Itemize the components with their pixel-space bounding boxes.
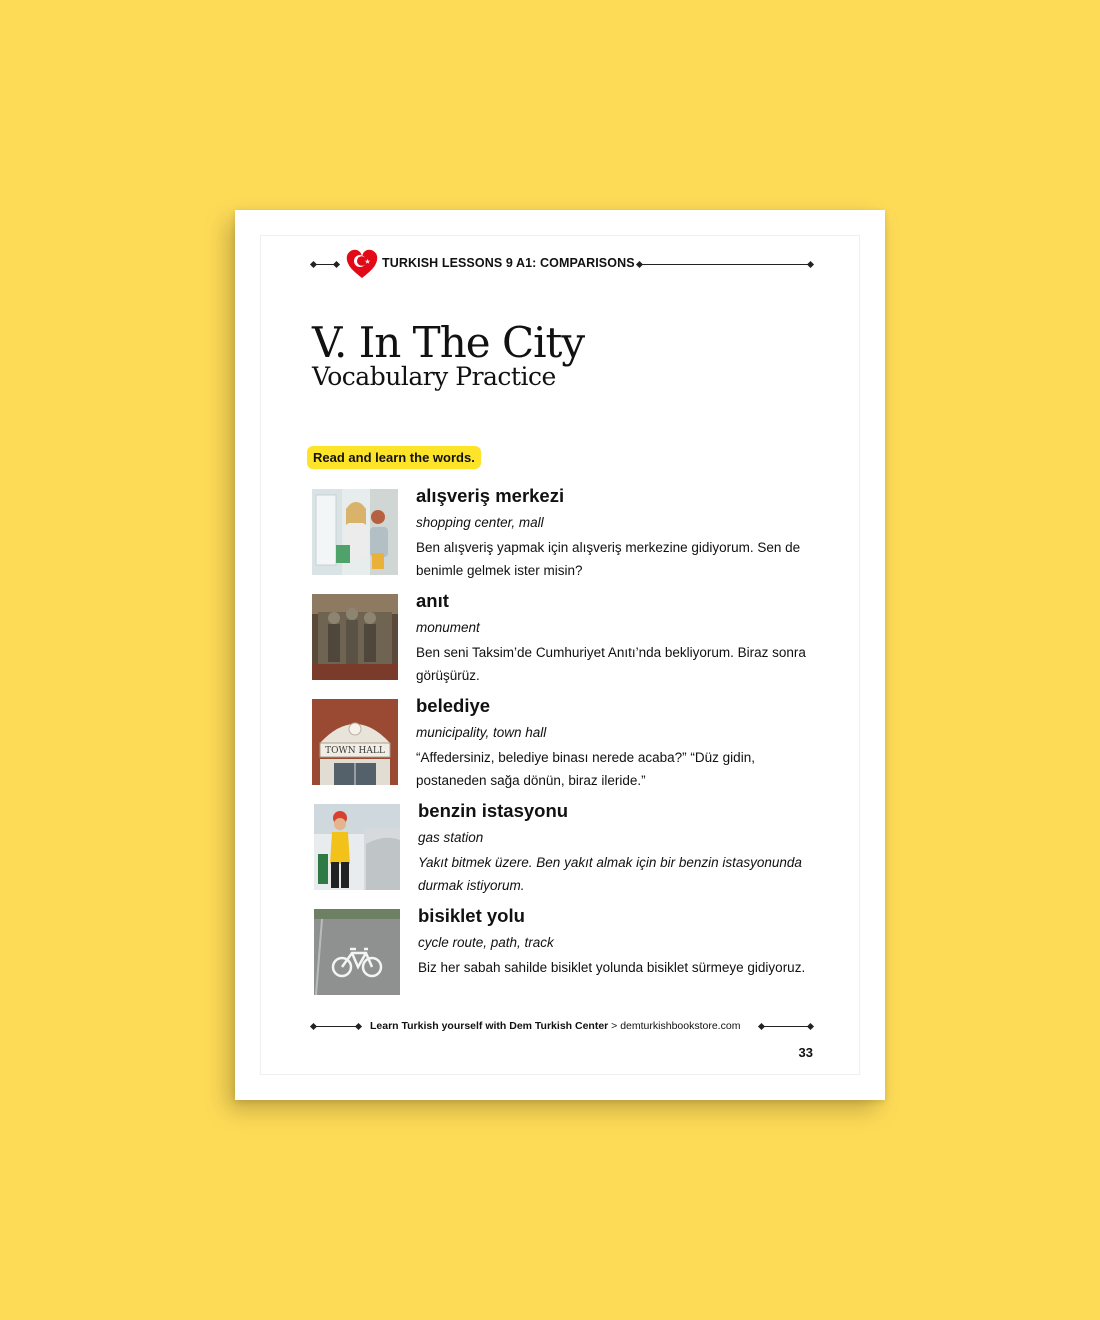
gas-station-photo (314, 804, 400, 890)
town-hall-photo (312, 699, 398, 785)
vocab-meaning: shopping center, mall (416, 515, 544, 530)
vocab-word: bisiklet yolu (418, 905, 525, 926)
vocab-entry (312, 695, 822, 791)
vocab-sentence: Ben alışveriş yapmak için alışveriş merkezine gidiyorum. Sen de benimle gelmek ister misin? (416, 540, 801, 578)
town-hall-sign: TOWN HALL (325, 746, 385, 756)
vocab-meaning: cycle route, path, track (418, 935, 554, 950)
footer-rule-left (313, 1026, 359, 1027)
vocab-entry (314, 800, 824, 896)
page-number: 33 (798, 1045, 813, 1060)
bike-lane-photo (314, 909, 400, 995)
monument-statue-photo (312, 594, 398, 680)
vocab-entry (312, 485, 822, 581)
vocab-word: anıt (416, 590, 449, 611)
vocab-meaning: gas station (418, 830, 484, 845)
vocab-sentence: “Affedersiniz, belediye binası nerede acaba?” “Düz gidin, postaneden sağa dönün, biraz ileride.” (416, 750, 755, 788)
section-subtitle: Vocabulary Practice (312, 362, 556, 391)
footer-tagline: Learn Turkish yourself with Dem Turkish Center (370, 1020, 609, 1032)
vocab-sentence: Ben seni Taksim’de Cumhuriyet Anıtı’nda bekliyorum. Biraz sonra görüşürüz. (416, 645, 806, 683)
shopping-women-photo (312, 489, 398, 575)
vocab-word: belediye (416, 695, 491, 716)
section-title: V. In The City (312, 318, 585, 367)
vocab-meaning: municipality, town hall (416, 725, 547, 740)
vocab-word: alışveriş merkezi (416, 485, 565, 506)
footer-rule-right (761, 1026, 811, 1027)
vocab-sentence: Biz her sabah sahilde bisiklet yolunda bisiklet sürmeye gidiyoruz. (418, 960, 806, 975)
vocab-entry (314, 905, 824, 1001)
footer-text (370, 1020, 740, 1032)
book-page (235, 210, 885, 1100)
vocab-meaning: monument (416, 620, 480, 635)
vocab-sentence: Yakıt bitmek üzere. Ben yakıt almak için bir benzin istasyonunda durmak istiyorum. (418, 855, 802, 893)
vocab-word: benzin istasyonu (418, 800, 569, 821)
footer-separator: > (608, 1020, 621, 1032)
page-footer (313, 1018, 813, 1034)
turkish-flag-heart-icon (345, 248, 379, 280)
header-rule-left (313, 264, 337, 265)
instruction-badge: Read and learn the words. (307, 446, 481, 469)
page-header (313, 248, 813, 280)
footer-url-link[interactable]: demturkishbookstore.com (620, 1020, 741, 1032)
vocab-entry (312, 590, 822, 686)
header-title: TURKISH LESSONS 9 A1: COMPARISONS (382, 256, 635, 270)
header-rule-right (639, 264, 811, 265)
